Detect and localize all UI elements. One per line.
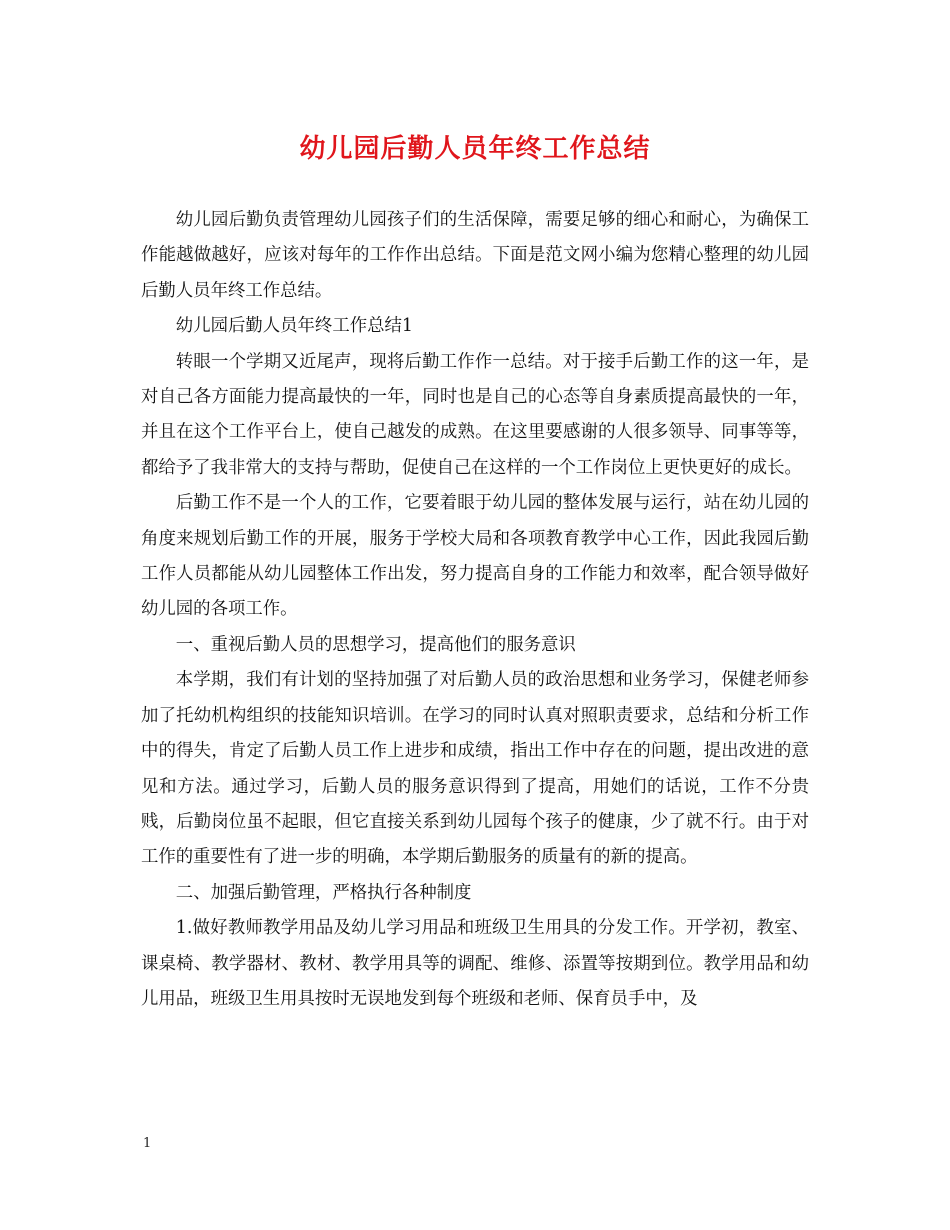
- section-heading: 二、加强后勤管理，严格执行各种制度: [175, 882, 472, 903]
- body-paragraph: 转眼一个学期又近尾声，现将后勤工作作一总结。对于接手后勤工作的这一年，是对自己各方面能力提高最快的一年，同时也是自己的心态等自身素质提高最快的一年，并且在这个工作平台上，使自己越发的成熟。在这里要感谢的人很多领导、同事等等，都给予了我非常大的支持与帮助，促使自己在这样的一个工作岗位上更快更好的成长。: [141, 351, 809, 478]
- body-paragraph: 后勤工作不是一个人的工作，它要着眼于幼儿园的整体发展与运行，站在幼儿园的角度来规划后勤工作的开展，服务于学校大局和各项教育教学中心工作，因此我园后勤工作人员都能从幼儿园整体工作出发，努力提高自身的工作能力和效率，配合领导做好幼儿园的各项工作。: [141, 493, 809, 620]
- page-number: 1: [143, 1136, 152, 1151]
- section-title: 幼儿园后勤人员年终工作总结1: [175, 316, 413, 337]
- section-heading: 一、重视后勤人员的思想学习，提高他们的服务意识: [175, 634, 576, 655]
- document-body: [141, 203, 809, 1017]
- body-paragraph: 本学期，我们有计划的坚持加强了对后勤人员的政治思想和业务学习，保健老师参加了托幼机构组织的技能知识培训。在学习的同时认真对照职责要求，总结和分析工作中的得失，肯定了后勤人员工作上进步和成绩，指出工作中存在的问题，提出改进的意见和方法。通过学习，后勤人员的服务意识得到了提高，用她们的话说，工作不分贵贱，后勤岗位虽不起眼，但它直接关系到幼儿园每个孩子的健康，少了就不行。由于对工作的重要性有了进一步的明确，本学期后勤服务的质量有的新的提高。: [141, 670, 809, 868]
- intro-paragraph: 幼儿园后勤负责管理幼儿园孩子们的生活保障，需要足够的细心和耐心，为确保工作能越做越好，应该对每年的工作作出总结。下面是范文网小编为您精心整理的幼儿园后勤人员年终工作总结。: [141, 210, 809, 301]
- body-paragraph: 1.做好教师教学用品及幼儿学习用品和班级卫生用具的分发工作。开学初，教室、课桌椅、教学器材、教材、教学用具等的调配、维修、添置等按期到位。教学用品和幼儿用品，班级卫生用具按时无误地发到每个班级和老师、保育员手中，及: [141, 918, 809, 1009]
- document-title: 幼儿园后勤人员年终工作总结: [299, 134, 651, 164]
